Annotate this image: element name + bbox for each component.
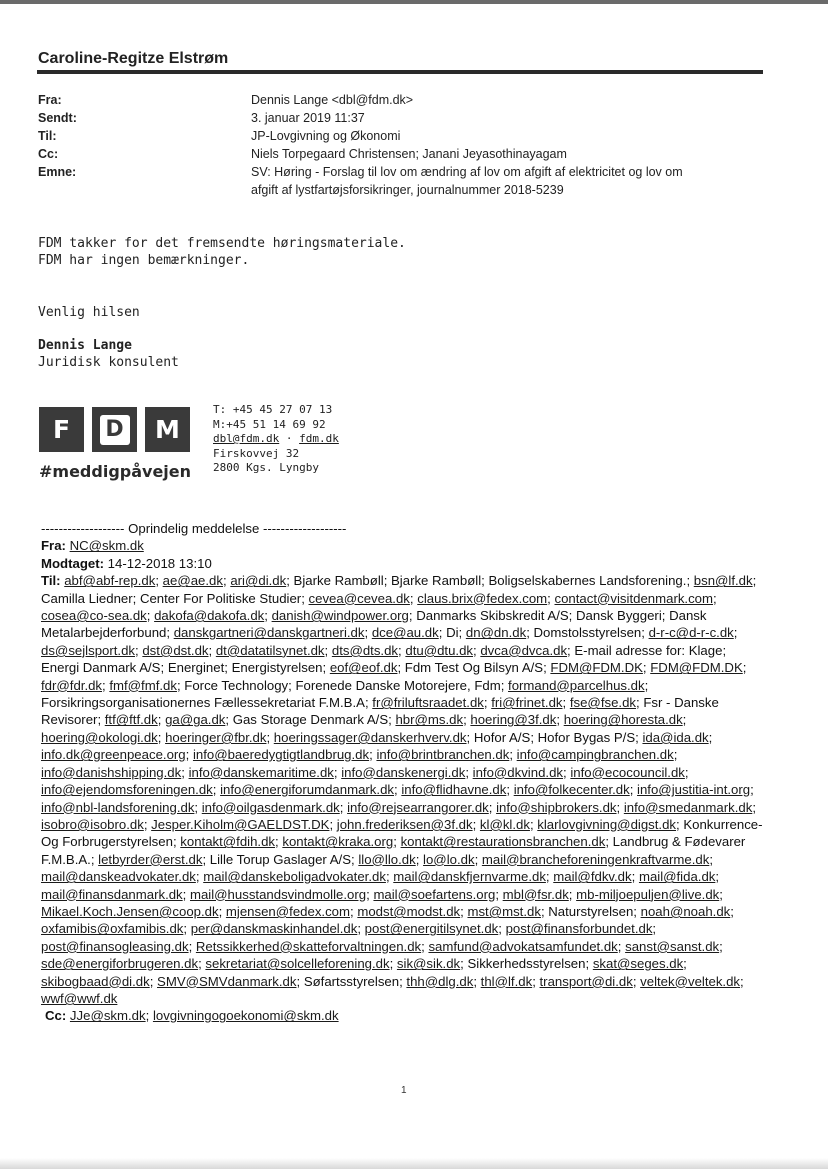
to-recipient-name: Hofor A/S (473, 729, 531, 745)
to-recipient-email-link[interactable]: mbl@fsr.dk (502, 886, 569, 902)
to-recipient-email-link[interactable]: samfund@advokatsamfundet.dk (428, 938, 618, 954)
to-recipient-email-link[interactable]: mail@brancheforeningenkraftvarme.dk (481, 851, 710, 867)
mailbox-owner-name: Caroline-Regitze Elstrøm (38, 50, 229, 67)
to-recipient-email-link[interactable]: sik@sik.dk (396, 956, 461, 972)
to-recipient-email-link[interactable]: info@campingbranchen.dk (516, 747, 674, 763)
original-cc-recipients: JJe@skm.dk; lovgivningogoekonomi@skm.dk (69, 1008, 339, 1024)
to-recipient-email-link[interactable]: info.dk@greenpeace.org (41, 747, 186, 763)
to-recipient-email-link[interactable]: SMV@SMVdanmark.dk (157, 973, 297, 989)
to-recipient-name: Søfartsstyrelsen (303, 973, 400, 989)
to-recipient-email-link[interactable]: fdr@fdr.dk (41, 677, 103, 693)
to-recipient-email-link[interactable]: mail@danskfjernvarme.dk (393, 869, 546, 885)
signature (38, 337, 179, 371)
to-label: Til: (38, 129, 57, 143)
to-recipient-name: Boligselskabernes Landsforening. (488, 573, 687, 589)
to-recipient-email-link[interactable]: cevea@cevea.dk (308, 590, 410, 606)
to-recipient-name: Bjarke Rambøll (293, 573, 384, 589)
to-recipient-email-link[interactable]: eof@eof.dk (329, 660, 398, 676)
to-recipient-email-link[interactable]: abf@abf-rep.dk (64, 573, 156, 589)
contact-street: Firskovvej 32 (213, 446, 300, 460)
to-recipient-email-link[interactable]: hoering@3f.dk (470, 712, 557, 728)
to-recipient-email-link[interactable]: wwf@wwf.dk (41, 990, 118, 1006)
to-recipient-email-link[interactable]: ida@ida.dk (642, 729, 709, 745)
original-from-row (41, 537, 766, 554)
to-recipient-email-link[interactable]: post@finansforbundet.dk (505, 921, 653, 937)
to-recipient-email-link[interactable]: dvca@dvca.dk (480, 642, 568, 658)
to-recipient-email-link[interactable]: sde@energiforbrugeren.dk (41, 956, 199, 972)
to-recipient-name: Sikkerhedsstyrelsen (467, 956, 586, 972)
to-recipient-email-link[interactable]: post@finansogleasing.dk (41, 938, 189, 954)
to-recipient-email-link[interactable]: claus.brix@fedex.com (417, 590, 548, 606)
to-recipient-name: Naturstyrelsen (548, 903, 634, 919)
cc-recipient-email-link[interactable]: lovgivningogoekonomi@skm.dk (152, 1008, 339, 1024)
to-recipient-email-link[interactable]: llo@llo.dk (358, 851, 416, 867)
to-recipient-email-link[interactable]: info@nbl-landsforening.dk (41, 799, 195, 815)
to-recipient-email-link[interactable]: mail@husstandsvindmolle.org (189, 886, 367, 902)
to-recipient-email-link[interactable]: ari@di.dk (230, 573, 287, 589)
to-recipient-email-link[interactable]: dst@dst.dk (142, 642, 209, 658)
contact-phone: T: +45 45 27 07 13 (213, 403, 333, 416)
to-recipient-email-link[interactable]: mb-miljoepuljen@live.dk (576, 886, 720, 902)
to-recipient-name: Lille Torup Gaslager A/S (209, 851, 352, 867)
cc-label: Cc: (38, 147, 59, 161)
to-recipient-email-link[interactable]: hoering@horesta.dk (563, 712, 683, 728)
to-recipient-email-link[interactable]: hoeringssager@danskerhverv.dk (273, 729, 467, 745)
to-recipient-name: Di (446, 625, 459, 641)
page-number: 1 (401, 1085, 407, 1096)
original-from-link[interactable]: NC@skm.dk (69, 538, 144, 554)
to-recipient-email-link[interactable]: lo@lo.dk (423, 851, 475, 867)
to-value[interactable]: JP-Lovgivning og Økonomi (251, 129, 401, 143)
to-recipient-email-link[interactable]: per@danskmaskinhandel.dk (190, 921, 358, 937)
to-recipient-email-link[interactable]: fmf@fmf.dk (109, 677, 177, 693)
to-recipient-name: Energi Danmark A/S (41, 660, 161, 676)
to-recipient-email-link[interactable]: d-r-c@d-r-c.dk (648, 625, 734, 641)
to-recipient-email-link[interactable]: danskgartneri@danskgartneri.dk (173, 625, 365, 641)
to-recipient-email-link[interactable]: Mikael.Koch.Jensen@coop.dk (41, 903, 219, 919)
body-line-2: FDM har ingen bemærkninger. (38, 253, 250, 268)
to-recipient-email-link[interactable]: hoering@okologi.dk (41, 729, 158, 745)
original-message (41, 520, 766, 1025)
to-recipient-name: Fdm Test Og Bilsyn A/S (404, 660, 544, 676)
sent-value: 3. januar 2019 11:37 (251, 111, 365, 125)
to-recipient-name: Hofor Bygas P/S (537, 729, 636, 745)
to-recipient-name: Domstolsstyrelsen (533, 625, 642, 641)
to-recipient-email-link[interactable]: dakofa@dakofa.dk (154, 608, 265, 624)
to-recipient-email-link[interactable]: transport@di.dk (539, 973, 633, 989)
to-recipient-email-link[interactable]: mail@fida.dk (638, 869, 716, 885)
to-recipient-email-link[interactable]: sanst@sanst.dk (625, 938, 720, 954)
signature-name: Dennis Lange (38, 338, 132, 353)
contact-separator: · (285, 432, 293, 445)
to-recipient-email-link[interactable]: info@dkvind.dk (472, 764, 564, 780)
to-recipient-name: Fsr - Danske Revisorer (41, 695, 719, 728)
to-recipient-email-link[interactable]: dn@dn.dk (465, 625, 527, 641)
subject-label: Emne: (38, 165, 77, 179)
header-rule (37, 70, 763, 74)
to-recipient-email-link[interactable]: modst@modst.dk (357, 903, 461, 919)
to-recipient-name: Landbrug & Fødevarer F.M.B.A. (41, 834, 746, 867)
page-bottom-edge (0, 1158, 828, 1169)
to-recipient-email-link[interactable]: dce@au.dk (371, 625, 439, 641)
subject-value (251, 163, 791, 199)
original-to-recipients: abf@abf-rep.dk; ae@ae.dk; ari@di.dk; Bjarke Rambøll; Bjarke Rambøll; Boligselskabernes Landsforening.; bsn@lf.dk; Camilla Liedner; Center For Politiske Studier; cevea@cevea.dk; claus.brix@fedex.com; contact@visitdenmark.com; cosea@co-sea.dk; dakofa@dakofa.dk; danish@windpower.org; Danmarks Skibskredit A/S; Dansk Byggeri; Dansk Metalarbejderforbund; danskgartneri@danskgartneri.dk; dce@au.dk; Di; dn@dn.dk; Domstolsstyrelsen; d-r-c@d-r-c.dk; ds@sejlsport.dk; dst@dst.dk; dt@datatilsynet.dk; dts@dts.dk; dtu@dtu.dk; dvca@dvca.dk; E-mail adresse for: Klage; Energi Danmark A/S; Energinet; Energistyrelsen; eof@eof.dk; Fdm Test Og Bilsyn A/S; FDM@FDM.DK; FDM@FDM.DK; fdr@fdr.dk; fmf@fmf.dk; Force Technology; Forenede Danske Motorejere, Fdm; formand@parcelhus.dk; Forsikringsorganisationernes Fællessekretariat F.M.B.A; fr@friluftsraadet.dk; fri@frinet.dk; fse@fse.dk; Fsr - Danske Revisorer; ftf@ftf.dk; ga@ga.dk; Gas Storage Denmark A/S; hbr@ms.dk; hoering@3f.dk; hoering@horesta.dk; hoering@okologi.dk; hoeringer@fbr.dk; hoeringssager@danskerhverv.dk; Hofor A/S; Hofor Bygas P/S; ida@ida.dk; info.dk@greenpeace.org; info@baeredygtigtlandbrug.dk; info@brintbranchen.dk; info@campingbranchen.dk; info@danishshipping.dk; info@danskemaritime.dk; info@danskenergi.dk; info@dkvind.dk; info@ecocouncil.dk; info@ejendomsforeningen.dk; info@energiforumdanmark.dk; info@flidhavne.dk; info@folkecenter.dk; info@justitia-int.org; info@nbl-landsforening.dk; info@oilgasdenmark.dk; info@rejsearrangorer.dk; info@shipbrokers.dk; info@smedanmark.dk; isobro@isobro.dk; Jesper.Kiholm@GAELDST.DK; john.frederiksen@3f.dk; kl@kl.dk; klarlovgivning@digst.dk; Konkurrence- Og Forbrugerstyrelsen; kontakt@fdih.dk; kontakt@kraka.org; kontakt@restaurationsbranchen.dk; Landbrug & Fødevarer F.M.B.A.; letbyrder@erst.dk; Lille Torup Gaslager A/S; llo@llo.dk; lo@lo.dk; mail@brancheforeningenkraftvarme.dk; mail@danskeadvokater.dk; mail@danskeboligadvokater.dk; mail@danskfjernvarme.dk; mail@fdkv.dk; mail@fida.dk; mail@finansdanmark.dk; mail@husstandsvindmolle.org; mail@soefartens.org; mbl@fsr.dk; mb-miljoepuljen@live.dk; Mikael.Koch.Jensen@coop.dk; mjensen@fedex.com; modst@modst.dk; mst@mst.dk; Naturstyrelsen; noah@noah.dk; oxfamibis@oxfamibis.dk; per@danskmaskinhandel.dk; post@energitilsynet.dk; post@finansforbundet.dk; post@finansogleasing.dk; Retssikkerhed@skatteforvaltningen.dk; samfund@advokatsamfundet.dk; sanst@sanst.dk; sde@energiforbrugeren.dk; sekretariat@solcelleforening.dk; sik@sik.dk; Sikkerhedsstyrelsen; skat@seges.dk; skibogbaad@di.dk; SMV@SMVdanmark.dk; Søfartsstyrelsen; thh@dlg.dk; thl@lf.dk; transport@di.dk; veltek@veltek.dk; wwf@wwf.dk (41, 573, 763, 1006)
to-recipient-email-link[interactable]: isobro@isobro.dk (41, 816, 144, 832)
contact-web-link[interactable]: fdm.dk (299, 432, 339, 445)
to-recipient-name: Dansk Byggeri (576, 608, 662, 624)
to-recipient-email-link[interactable]: info@oilgasdenmark.dk (201, 799, 340, 815)
logo-letter-f: F (39, 407, 84, 452)
to-recipient-email-link[interactable]: skat@seges.dk (592, 956, 684, 972)
to-recipient-email-link[interactable]: info@brintbranchen.dk (376, 747, 510, 763)
contact-block (213, 403, 339, 476)
to-recipient-email-link[interactable]: contact@visitdenmark.com (554, 590, 714, 606)
to-recipient-email-link[interactable]: mail@finansdanmark.dk (41, 886, 183, 902)
subject-line-1: SV: Høring - Forslag til lov om ændring af lov om afgift af elektricitet og lov om (251, 165, 683, 179)
signature-title: Juridisk konsulent (38, 355, 179, 370)
to-recipient-email-link[interactable]: fse@fse.dk (569, 695, 637, 711)
contact-email-link[interactable]: dbl@fdm.dk (213, 432, 280, 445)
original-cc-label: Cc: (45, 1008, 67, 1024)
original-received-row (41, 555, 766, 572)
to-recipient-email-link[interactable]: info@ecocouncil.dk (570, 764, 685, 780)
body-line-1: FDM takker for det fremsendte høringsmateriale. (38, 236, 406, 251)
to-recipient-email-link[interactable]: noah@noah.dk (640, 903, 731, 919)
to-recipient-name: Bjarke Rambøll (391, 573, 482, 589)
to-recipient-email-link[interactable]: kontakt@kraka.org (282, 834, 394, 850)
to-recipient-email-link[interactable]: info@smedanmark.dk (623, 799, 753, 815)
from-label: Fra: (38, 93, 62, 107)
original-received-label: Modtaget: (41, 555, 104, 571)
to-recipient-email-link[interactable]: danish@windpower.org (271, 608, 409, 624)
to-recipient-email-link[interactable]: mst@mst.dk (467, 903, 541, 919)
from-value[interactable]: Dennis Lange <dbl@fdm.dk> (251, 93, 414, 107)
greeting: Venlig hilsen (38, 305, 140, 320)
logo-letter-d: D (92, 407, 137, 452)
original-to-row (41, 572, 766, 1007)
original-cc-row (41, 1007, 766, 1024)
to-recipient-name: Energinet (167, 660, 225, 676)
message-body (38, 235, 406, 269)
contact-web-line (213, 432, 339, 447)
to-recipient-email-link[interactable]: mail@soefartens.org (373, 886, 496, 902)
to-recipient-email-link[interactable]: cosea@co-sea.dk (41, 608, 147, 624)
original-to-label: Til: (41, 573, 61, 589)
to-recipient-name: Dansk Metalarbejderforbund (41, 608, 707, 641)
to-recipient-email-link[interactable]: info@shipbrokers.dk (496, 799, 617, 815)
to-recipient-name: Camilla Liedner (41, 590, 133, 606)
to-recipient-email-link[interactable]: dtu@dtu.dk (405, 642, 474, 658)
to-recipient-email-link[interactable]: veltek@veltek.dk (640, 973, 741, 989)
to-recipient-email-link[interactable]: formand@parcelhus.dk (508, 677, 645, 693)
sent-label: Sendt: (38, 111, 77, 125)
to-recipient-email-link[interactable]: ae@ae.dk (162, 573, 223, 589)
to-recipient-email-link[interactable]: thh@dlg.dk (406, 973, 474, 989)
to-recipient-email-link[interactable]: ftf@ftf.dk (104, 712, 158, 728)
to-recipient-email-link[interactable]: mail@danskeboligadvokater.dk (203, 869, 386, 885)
to-recipient-email-link[interactable]: mjensen@fedex.com (225, 903, 350, 919)
to-recipient-email-link[interactable]: fr@friluftsraadet.dk (372, 695, 484, 711)
to-recipient-name: Gas Storage Denmark A/S (232, 712, 389, 728)
logo-tagline: #meddigpåvejen (39, 462, 192, 481)
original-from-label: Fra: (41, 538, 66, 554)
to-recipient-name: Forsikringsorganisationernes Fællessekretariat F.M.B.A (41, 695, 365, 711)
to-recipient-email-link[interactable]: mail@danskeadvokater.dk (41, 869, 196, 885)
to-recipient-email-link[interactable]: oxfamibis@oxfamibis.dk (41, 921, 184, 937)
to-recipient-email-link[interactable]: thl@lf.dk (480, 973, 533, 989)
to-recipient-email-link[interactable]: hoeringer@fbr.dk (165, 729, 267, 745)
to-recipient-email-link[interactable]: fri@frinet.dk (491, 695, 563, 711)
to-recipient-name: Forenede Danske Motorejere, Fdm (295, 677, 501, 693)
to-recipient-email-link[interactable]: info@flidhavne.dk (401, 782, 507, 798)
to-recipient-email-link[interactable]: bsn@lf.dk (693, 573, 753, 589)
to-recipient-email-link[interactable]: FDM@FDM.DK (650, 660, 743, 676)
to-recipient-email-link[interactable]: ga@ga.dk (165, 712, 226, 728)
original-received-value: 14-12-2018 13:10 (107, 555, 212, 571)
to-recipient-name: Center For Politiske Studier (139, 590, 302, 606)
to-recipient-email-link[interactable]: klarlovgivning@digst.dk (537, 816, 677, 832)
to-recipient-email-link[interactable]: dts@dts.dk (331, 642, 399, 658)
logo-letter-m: M (145, 407, 190, 452)
to-recipient-email-link[interactable]: sekretariat@solcelleforening.dk (205, 956, 390, 972)
to-recipient-name: E-mail adresse for: Klage (574, 642, 723, 658)
to-recipient-email-link[interactable]: mail@fdkv.dk (553, 869, 632, 885)
page-top-edge (0, 0, 828, 4)
to-recipient-email-link[interactable]: Retssikkerhed@skatteforvaltningen.dk (195, 938, 422, 954)
to-recipient-name: Energistyrelsen (231, 660, 323, 676)
to-recipient-email-link[interactable]: info@rejsearrangorer.dk (347, 799, 489, 815)
to-recipient-email-link[interactable]: kontakt@restaurationsbranchen.dk (400, 834, 606, 850)
to-recipient-email-link[interactable]: info@justitia-int.org (637, 782, 751, 798)
to-recipient-email-link[interactable]: info@energiforumdanmark.dk (220, 782, 394, 798)
to-recipient-name: Force Technology (184, 677, 289, 693)
to-recipient-email-link[interactable]: john.frederiksen@3f.dk (336, 816, 473, 832)
to-recipient-email-link[interactable]: hbr@ms.dk (395, 712, 464, 728)
to-recipient-email-link[interactable]: info@danskemaritime.dk (188, 764, 334, 780)
to-recipient-email-link[interactable]: info@danishshipping.dk (41, 764, 182, 780)
cc-recipient-email-link[interactable]: JJe@skm.dk (69, 1008, 146, 1024)
to-recipient-name: Danmarks Skibskredit A/S (416, 608, 569, 624)
to-recipient-email-link[interactable]: ds@sejlsport.dk (41, 642, 136, 658)
to-recipient-email-link[interactable]: letbyrder@erst.dk (98, 851, 203, 867)
to-recipient-email-link[interactable]: kl@kl.dk (479, 816, 530, 832)
to-recipient-email-link[interactable]: dt@datatilsynet.dk (215, 642, 325, 658)
to-recipient-email-link[interactable]: info@baeredygtigtlandbrug.dk (192, 747, 370, 763)
to-recipient-name: Konkurrence- Og Forbrugerstyrelsen (41, 816, 763, 850)
contact-mobile: M:+45 51 14 69 92 (213, 417, 326, 431)
to-recipient-email-link[interactable]: kontakt@fdih.dk (180, 834, 276, 850)
subject-line-2: afgift af lystfartøjsforsikringer, journalnummer 2018-5239 (251, 183, 564, 197)
original-divider: ------------------- Oprindelig meddelelse ------------------- (41, 521, 347, 536)
cc-value[interactable]: Niels Torpegaard Christensen; Janani Jeyasothinayagam (251, 147, 567, 161)
to-recipient-email-link[interactable]: Jesper.Kiholm@GAELDST.DK (151, 816, 330, 832)
contact-city: 2800 Kgs. Lyngby (213, 461, 319, 474)
to-recipient-email-link[interactable]: info@folkecenter.dk (513, 782, 630, 798)
to-recipient-email-link[interactable]: FDM@FDM.DK (550, 660, 643, 676)
to-recipient-email-link[interactable]: skibogbaad@di.dk (41, 973, 150, 989)
to-recipient-email-link[interactable]: post@energitilsynet.dk (364, 921, 499, 937)
to-recipient-email-link[interactable]: info@danskenergi.dk (341, 764, 466, 780)
to-recipient-email-link[interactable]: info@ejendomsforeningen.dk (41, 782, 213, 798)
